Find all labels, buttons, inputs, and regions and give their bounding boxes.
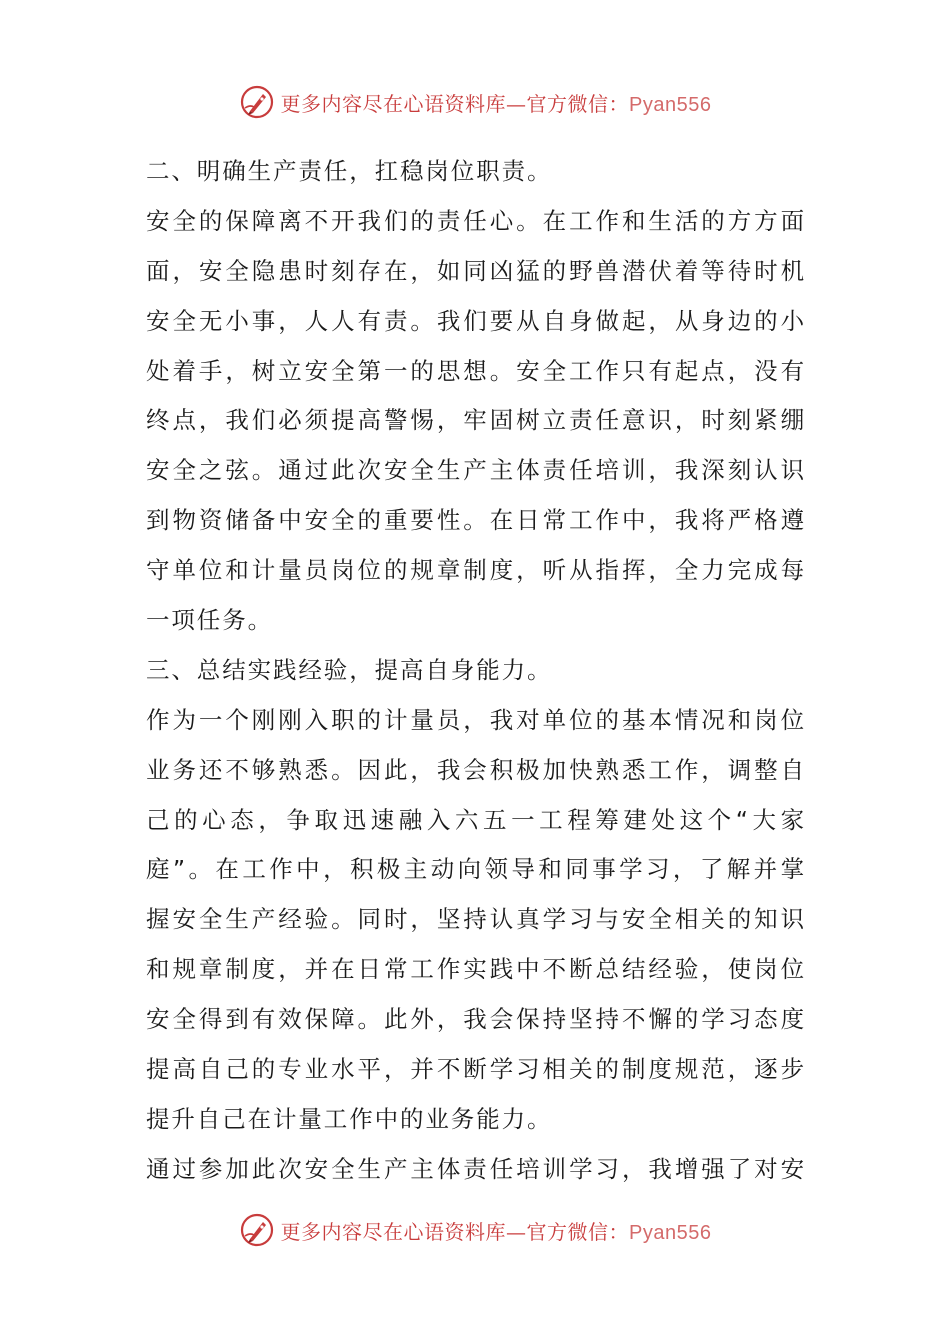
document-body (146, 147, 806, 1195)
text-line: 一项任务。 (146, 606, 273, 635)
pen-nib-logo-icon (239, 84, 275, 120)
text-line: 作为一个刚刚入职的计量员，我对单位的基本情况和岗位 (146, 705, 806, 734)
text-line: 和规章制度，并在日常工作实践中不断总结经验，使岗位 (146, 955, 806, 984)
watermark-text: 更多内容尽在心语资料库—官方微信：Pyan556 (280, 1219, 712, 1244)
text-line: 面，安全隐患时刻存在，如同凶猛的野兽潜伏着等待时机 (146, 256, 806, 285)
pen-nib-logo-icon (239, 1212, 275, 1248)
text-line: 安全得到有效保障。此外，我会保持坚持不懈的学习态度 (146, 1005, 806, 1034)
footer-watermark (0, 1210, 950, 1250)
text-line: 握安全生产经验。同时，坚持认真学习与安全相关的知识 (146, 905, 806, 934)
text-line: 提升自己在计量工作中的业务能力。 (146, 1104, 553, 1133)
text-line: 通过参加此次安全生产主体责任培训学习，我增强了对安 (146, 1154, 806, 1183)
text-line: 终点，我们必须提高警惕，牢固树立责任意识，时刻紧绷 (146, 406, 806, 435)
header-watermark (0, 82, 950, 122)
text-line: 到物资储备中安全的重要性。在日常工作中，我将严格遵 (146, 506, 806, 535)
text-line: 守单位和计量员岗位的规章制度，听从指挥，全力完成每 (146, 556, 806, 585)
watermark-text: 更多内容尽在心语资料库—官方微信：Pyan556 (280, 91, 712, 116)
text-line: 处着手，树立安全第一的思想。安全工作只有起点，没有 (146, 356, 806, 385)
text-line: 安全的保障离不开我们的责任心。在工作和生活的方方面 (146, 206, 806, 235)
text-line: 二、明确生产责任，扛稳岗位职责。 (146, 157, 553, 185)
text-line: 三、总结实践经验，提高自身能力。 (146, 655, 553, 684)
text-line: 安全之弦。通过此次安全生产主体责任培训，我深刻认识 (146, 456, 806, 485)
text-line: 业务还不够熟悉。因此，我会积极加快熟悉工作，调整自 (146, 755, 806, 784)
text-line: 庭”。在工作中，积极主动向领导和同事学习，了解并掌 (146, 855, 806, 884)
text-line: 提高自己的专业水平，并不断学习相关的制度规范，逐步 (146, 1055, 806, 1084)
text-line: 己的心态，争取迅速融入六五一工程筹建处这个“大家 (146, 805, 806, 834)
text-line: 安全无小事，人人有责。我们要从自身做起，从身边的小 (146, 306, 806, 335)
